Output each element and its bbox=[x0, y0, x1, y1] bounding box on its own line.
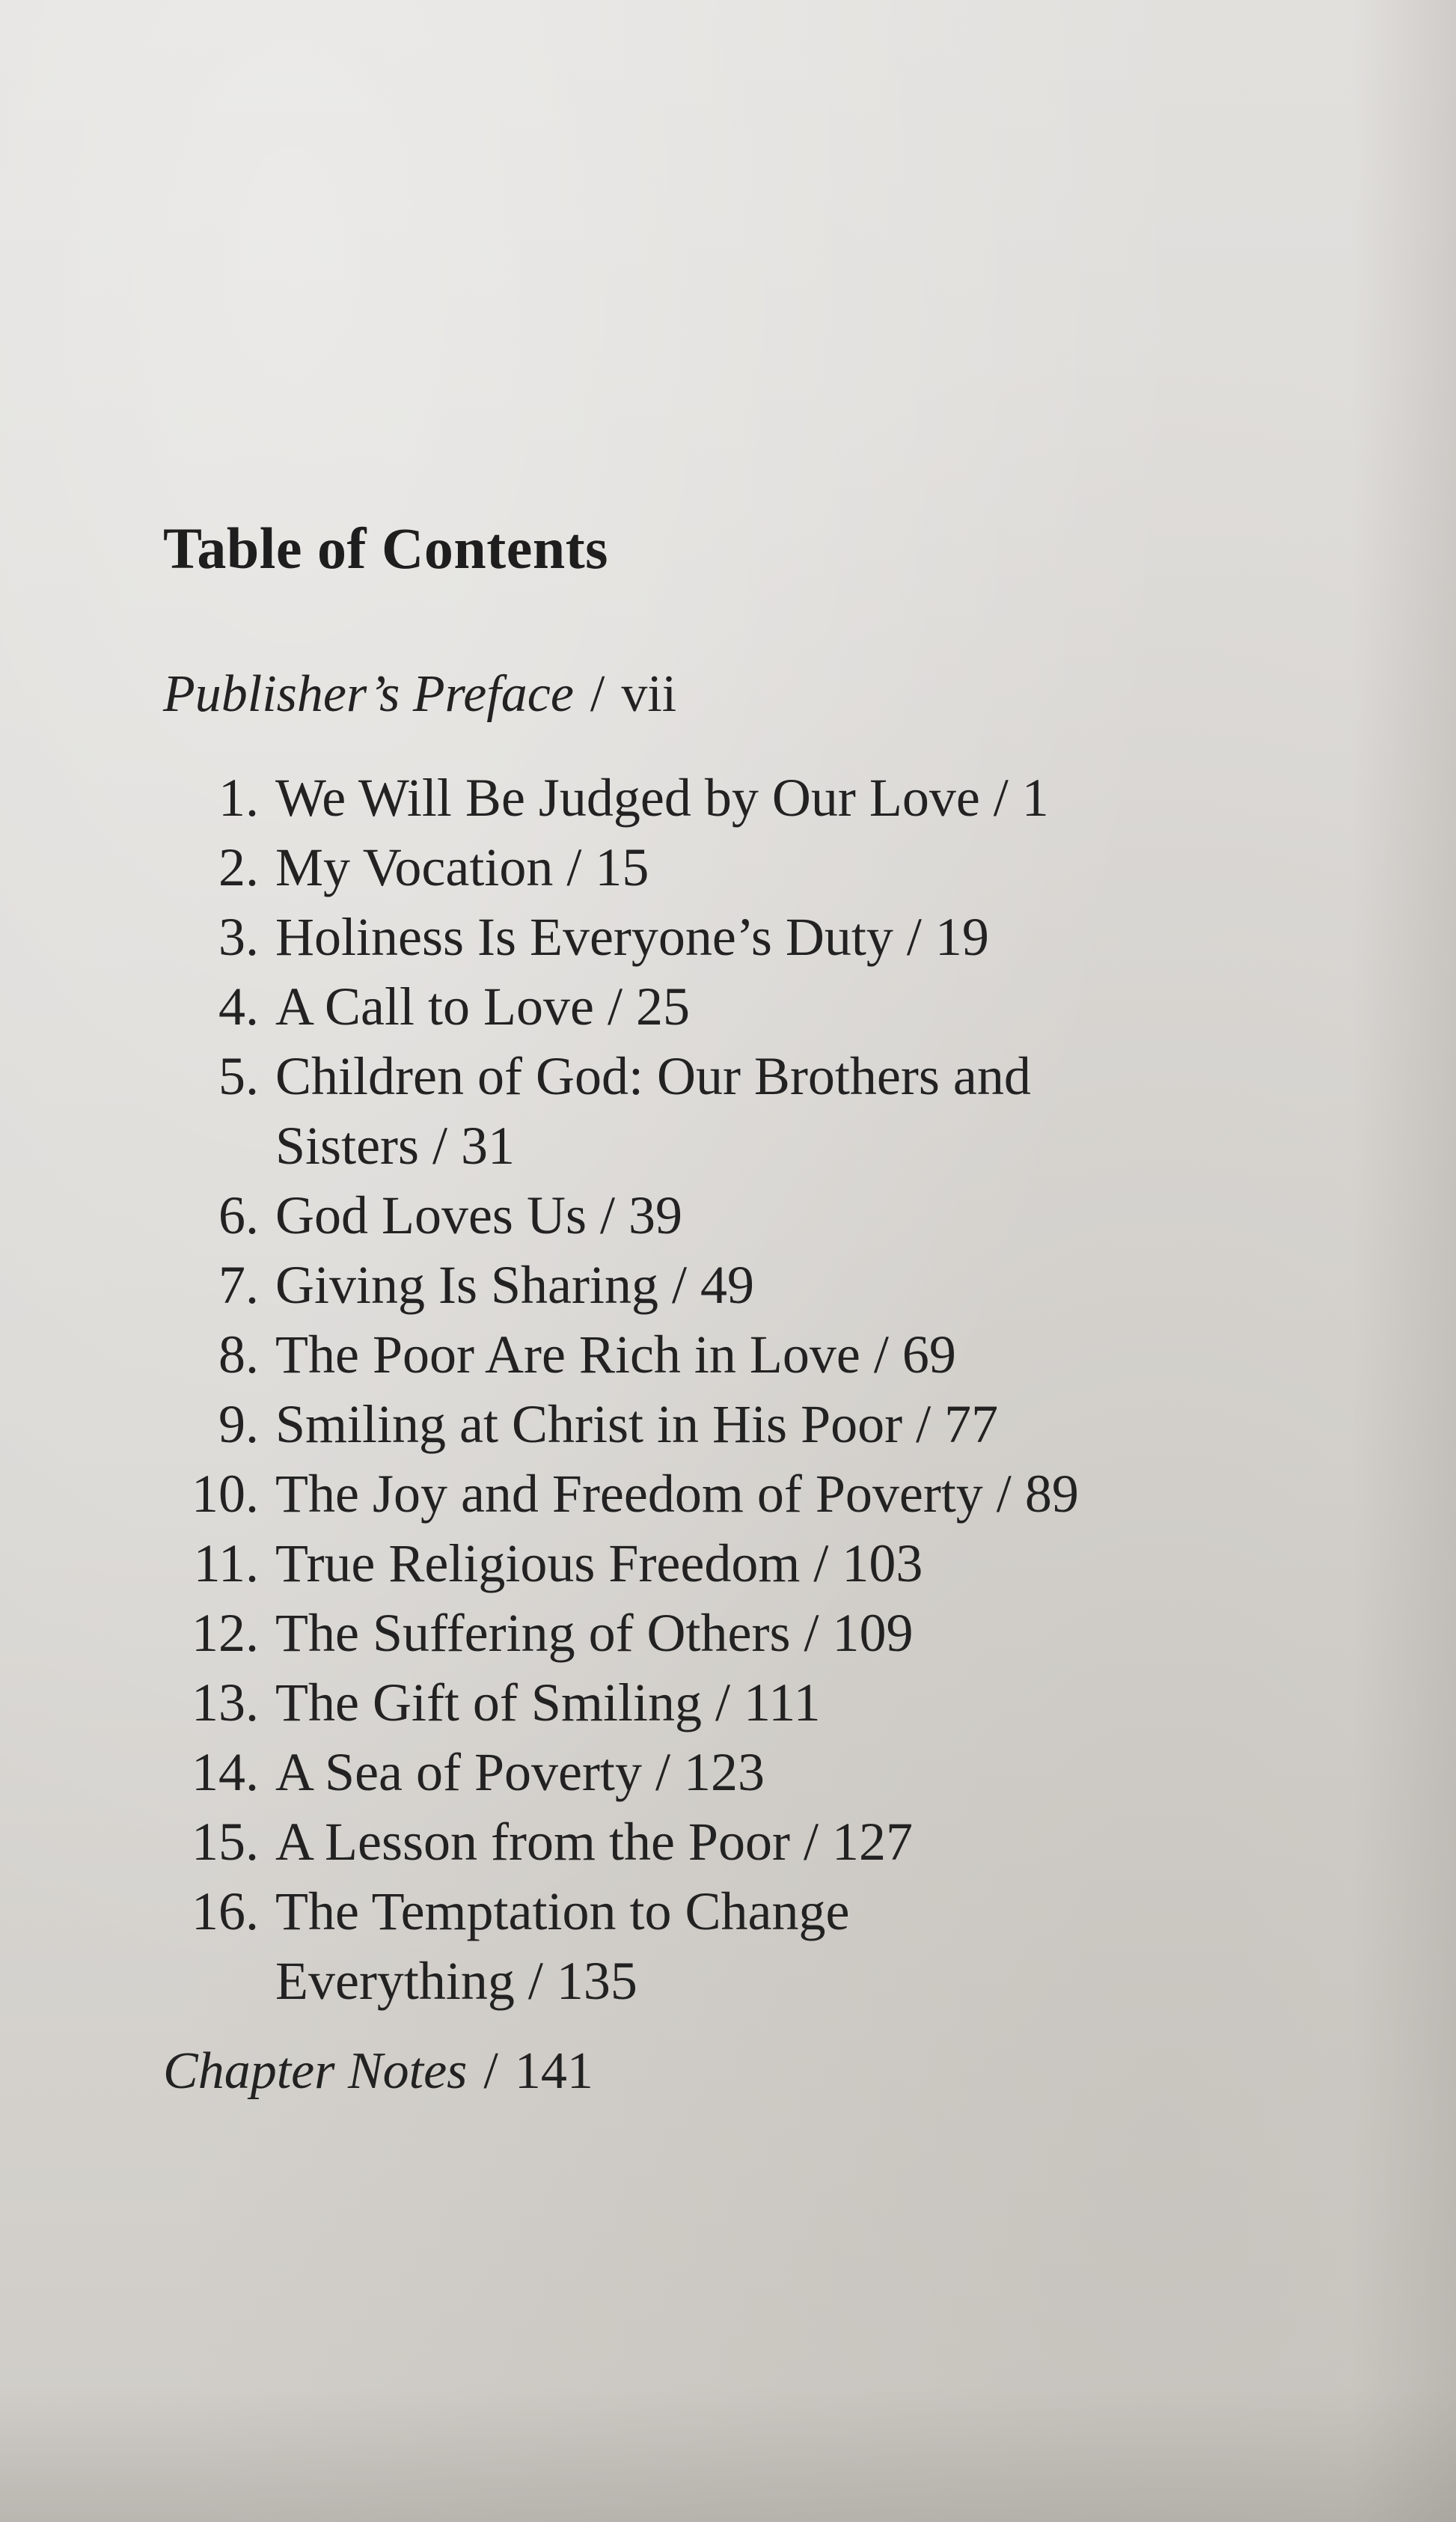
front-matter-page: vii bbox=[621, 665, 677, 723]
chapter-entry bbox=[163, 1181, 1360, 1251]
chapter-title: The Gift of Smiling / 111 bbox=[275, 1673, 821, 1732]
chapter-entry bbox=[163, 1251, 1360, 1320]
chapter-title: Giving Is Sharing / 49 bbox=[275, 1255, 754, 1315]
chapter-number: 9. bbox=[218, 1394, 259, 1454]
chapter-entry bbox=[163, 1390, 1360, 1459]
chapter-title: My Vocation / 15 bbox=[275, 837, 649, 897]
chapter-number: 12. bbox=[192, 1603, 259, 1663]
chapter-number: 8. bbox=[218, 1325, 259, 1384]
chapter-entry bbox=[163, 1042, 1360, 1111]
chapter-title: True Religious Freedom / 103 bbox=[275, 1533, 923, 1593]
front-matter-label: Publisher’s Preface bbox=[163, 665, 574, 723]
chapter-title: The Suffering of Others / 109 bbox=[275, 1603, 914, 1663]
chapter-number: 16. bbox=[192, 1881, 259, 1941]
chapter-entry bbox=[163, 1668, 1360, 1738]
chapter-number: 14. bbox=[192, 1742, 259, 1802]
chapter-entry-continuation bbox=[163, 1947, 1360, 2016]
chapter-title: A Sea of Poverty / 123 bbox=[275, 1742, 765, 1802]
chapter-number: 15. bbox=[192, 1812, 259, 1872]
back-matter-label: Chapter Notes bbox=[163, 2042, 468, 2100]
chapter-entry bbox=[163, 833, 1360, 903]
page-bottom-shadow bbox=[0, 2387, 1456, 2522]
chapter-number: 7. bbox=[218, 1255, 259, 1315]
chapter-title: The Temptation to Change bbox=[275, 1881, 850, 1941]
chapter-title: We Will Be Judged by Our Love / 1 bbox=[275, 768, 1049, 828]
chapter-number: 2. bbox=[218, 837, 259, 897]
chapter-title-continued: Sisters / 31 bbox=[275, 1116, 516, 1176]
chapter-title: The Poor Are Rich in Love / 69 bbox=[275, 1325, 956, 1384]
chapter-entry bbox=[163, 1877, 1360, 1947]
front-matter-entry bbox=[163, 665, 676, 724]
chapter-number: 3. bbox=[218, 907, 259, 967]
chapter-number: 10. bbox=[192, 1464, 259, 1524]
chapter-number: 5. bbox=[218, 1046, 259, 1106]
chapter-entry bbox=[163, 1738, 1360, 1807]
chapter-title: Children of God: Our Brothers and bbox=[275, 1046, 1031, 1106]
chapter-entry bbox=[163, 1320, 1360, 1390]
chapter-entry bbox=[163, 972, 1360, 1042]
chapter-entry-continuation bbox=[163, 1111, 1360, 1181]
chapter-number-spacer bbox=[163, 1947, 259, 2016]
chapter-title: The Joy and Freedom of Poverty / 89 bbox=[275, 1464, 1079, 1524]
chapter-number: 1. bbox=[218, 768, 259, 828]
chapter-title: Smiling at Christ in His Poor / 77 bbox=[275, 1394, 999, 1454]
chapter-title-continued: Everything / 135 bbox=[275, 1951, 637, 2011]
chapter-title: A Call to Love / 25 bbox=[275, 977, 690, 1036]
chapter-number: 11. bbox=[193, 1533, 259, 1593]
chapter-title: God Loves Us / 39 bbox=[275, 1185, 682, 1245]
chapter-entry bbox=[163, 763, 1360, 833]
chapter-entry bbox=[163, 1807, 1360, 1877]
back-matter-separator: / bbox=[483, 2042, 498, 2100]
chapter-entry bbox=[163, 903, 1360, 972]
page-edge-shadow bbox=[1351, 0, 1456, 2522]
back-matter-entry bbox=[163, 2042, 593, 2101]
chapter-title: A Lesson from the Poor / 127 bbox=[275, 1812, 913, 1872]
chapter-number: 13. bbox=[192, 1673, 259, 1732]
chapter-number-spacer bbox=[163, 1111, 259, 1181]
chapter-entry bbox=[163, 1529, 1360, 1599]
chapter-list bbox=[163, 763, 1360, 2016]
chapter-number: 6. bbox=[218, 1185, 259, 1245]
chapter-title: Holiness Is Everyone’s Duty / 19 bbox=[275, 907, 989, 967]
front-matter-separator: / bbox=[590, 665, 605, 723]
chapter-entry bbox=[163, 1599, 1360, 1668]
page-title: Table of Contents bbox=[163, 516, 609, 581]
back-matter-page: 141 bbox=[514, 2042, 593, 2100]
chapter-entry bbox=[163, 1459, 1360, 1529]
chapter-number: 4. bbox=[218, 977, 259, 1036]
